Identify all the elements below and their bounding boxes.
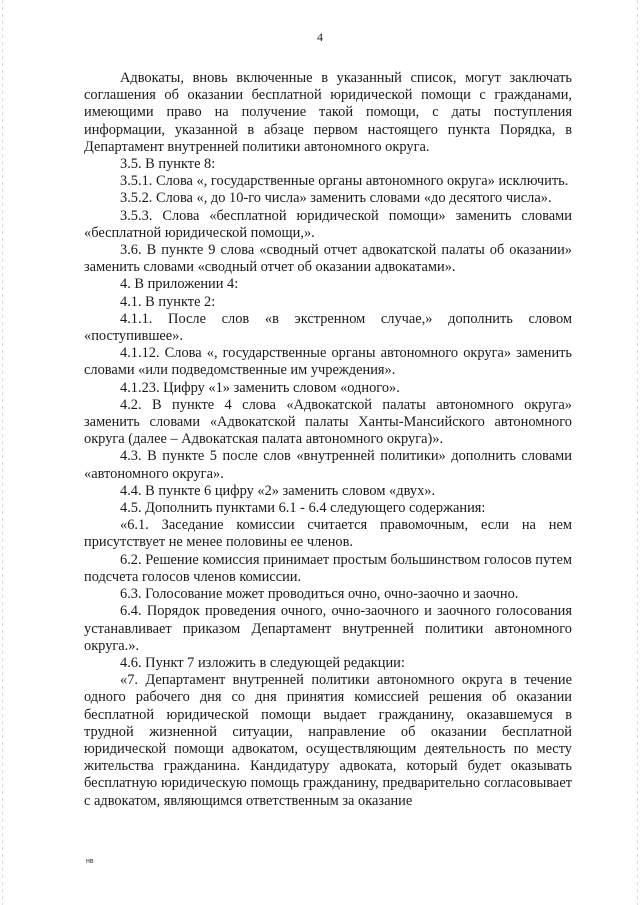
paragraph-4-1: 4.1. В пункте 2: bbox=[120, 293, 216, 310]
paragraph-6-3: 6.3. Голосование может проводиться очно, очно-заочно и заочно. bbox=[120, 586, 519, 603]
page-number: 4 bbox=[317, 30, 323, 44]
paragraph-3-5-3: 3.5.3. Слова «бесплатной юридической помощи» заменить словами «бесплатной юридической помощи,». bbox=[84, 207, 572, 241]
paragraph-4-4: 4.4. В пункте 6 цифру «2» заменить словом «двух». bbox=[120, 482, 436, 499]
paragraph-3-5-2: 3.5.2. Слова «, до 10-го числа» заменить словами «до десятого числа». bbox=[120, 190, 552, 207]
paragraph-4: 4. В приложении 4: bbox=[120, 276, 239, 293]
paragraph-4-5: 4.5. Дополнить пунктами 6.1 - 6.4 следующего содержания: bbox=[120, 500, 486, 517]
paragraph-6-4: 6.4. Порядок проведения очного, очно-заочного и заочного голосования устанавливает приказом Департамент внутренней политики автономного округа.». bbox=[84, 603, 572, 654]
paragraph-7: «7. Департамент внутренней политики автономного округа в течение одного рабочего дня со дня принятия комиссией решения об оказании бесплатной юридической помощи выдает гражданину, оказавшемуся в трудной жизненной ситуации, направление об оказании бесплатной юридической помощи адвокатом, осуществляющим деятельность по месту жительства гражданина. Кандидатуру адвоката, который будет оказывать бесплатную юридическую помощь гражданину, предварительно согласовывает с адвокатом, являющимся ответственным за оказание bbox=[84, 672, 572, 809]
paragraph-6-1: «6.1. Заседание комиссии считается правомочным, если на нем присутствует не менее половины ее членов. bbox=[84, 517, 572, 551]
scan-edge-right bbox=[637, 0, 638, 905]
document-body bbox=[84, 70, 572, 810]
footer-initials: нв bbox=[86, 858, 94, 865]
paragraph-4-3: 4.3. В пункте 5 после слов «внутренней политики» дополнить словами «автономного округа». bbox=[84, 448, 572, 482]
paragraph-3-5: 3.5. В пункте 8: bbox=[120, 156, 216, 173]
paragraph-4-6: 4.6. Пункт 7 изложить в следующей редакции: bbox=[120, 654, 405, 671]
paragraph-4-1-1: 4.1.1. После слов «в экстренном случае,» дополнить словом «поступившее». bbox=[84, 310, 572, 345]
paragraph-6-2: 6.2. Решение комиссия принимает простым большинством голосов путем подсчета голосов членов комиссии. bbox=[84, 551, 572, 585]
scan-edge-left bbox=[2, 0, 3, 905]
paragraph-3-6: 3.6. В пункте 9 слова «сводный отчет адвокатской палаты об оказании» заменить словами «сводный отчет об оказании адвокатами». bbox=[84, 242, 572, 276]
paragraph-3-5-1: 3.5.1. Слова «, государственные органы автономного округа» исключить. bbox=[120, 173, 569, 190]
paragraph-4-1-23: 4.1.23. Цифру «1» заменить словом «одного». bbox=[120, 379, 400, 396]
paragraph-4-2: 4.2. В пункте 4 слова «Адвокатской палаты автономного округа» заменить словами «Адвокатской палаты Ханты-Мансийского автономного округа (далее – Адвокатская палата автономного округа)». bbox=[84, 396, 572, 448]
paragraph-advocates-list: Адвокаты, вновь включенные в указанный список, могут заключать соглашения об оказании бесплатной юридической помощи с гражданами, имеющими право на получение такой помощи, с даты поступления информации, указанной в абзаце первом настоящего пункта Порядка, в Департамент внутренней политики автономного округа. bbox=[84, 70, 572, 155]
paragraph-4-1-12: 4.1.12. Слова «, государственные органы автономного округа» заменить словами «или подведомственные им учреждения». bbox=[84, 345, 572, 379]
